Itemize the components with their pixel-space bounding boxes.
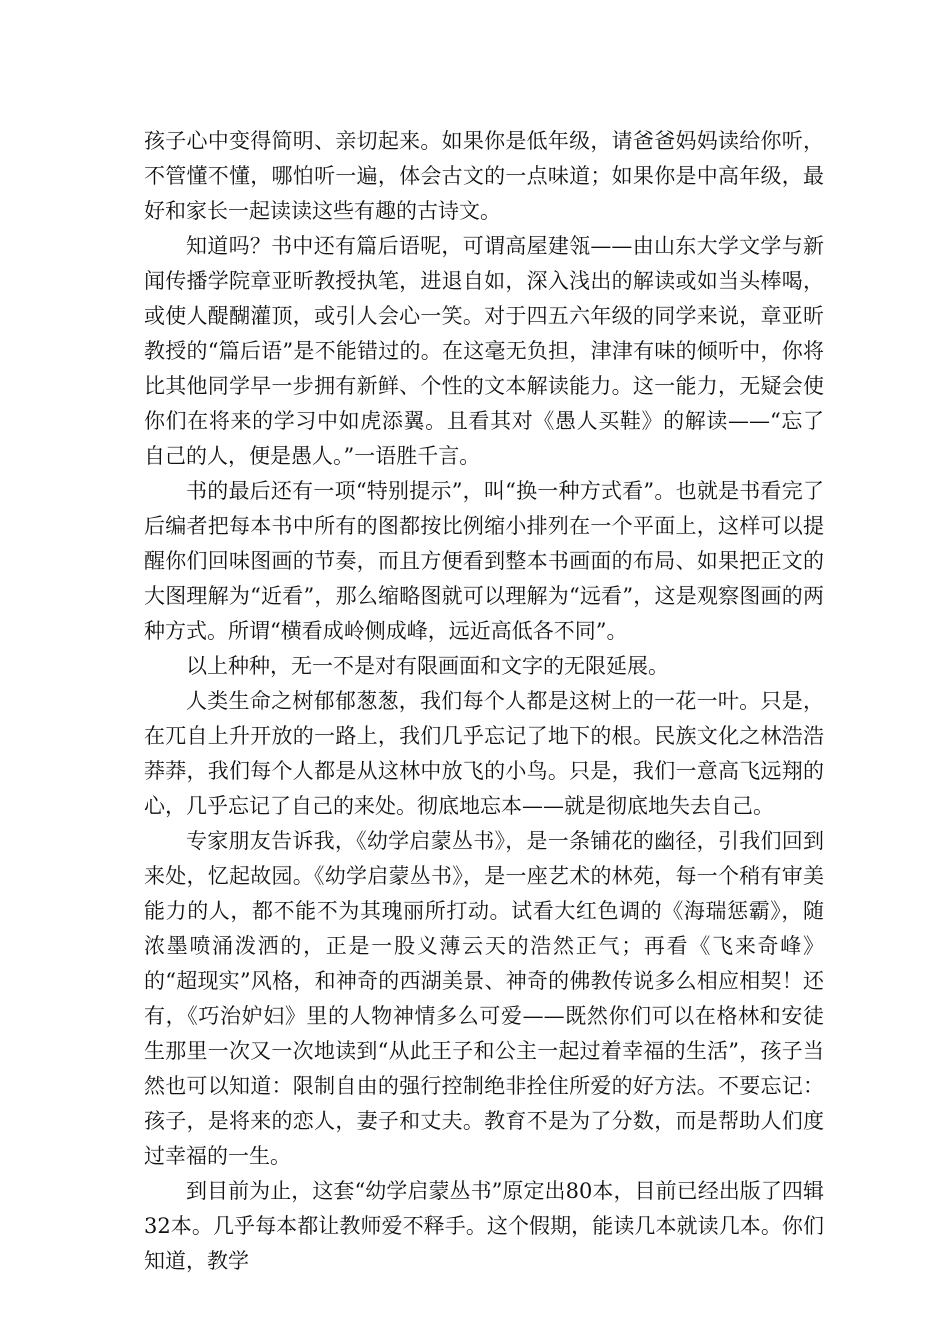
paragraph-1: 孩子心中变得简明、亲切起来。如果你是低年级，请爸爸妈妈读给你听，不管懂不懂，哪怕听一遍，体会古文的一点味道；如果你是中高年级，最好和家长一起读读这些有趣的古诗文。 bbox=[144, 129, 824, 223]
paragraph-3: 书的最后还有一项“特别提示”，叫“换一种方式看”。也就是书看完了后编者把每本书中所有的图都按比例缩小排列在一个平面上，这样可以提醒你们回味图画的节奏，而且方便看到整本书画面的布局、如果把正文的大图理解为“近看”，那么缩略图就可以理解为“远看”，这是观察图画的两种方式。所谓“横看成岭侧成峰，远近高低各不同”。 bbox=[144, 479, 824, 643]
paragraph-4: 以上种种，无一不是对有限画面和文字的无限延展。 bbox=[186, 654, 669, 678]
paragraph-2: 知道吗？书中还有篇后语呢，可谓高屋建瓴——由山东大学文学与新闻传播学院章亚昕教授执笔，进退自如，深入浅出的解读或如当头棒喝，或使人醍醐灌顶，或引人会心一笑。对于四五六年级的同学来说，章亚昕教授的“篇后语”是不能错过的。在这毫无负担，津津有味的倾听中，你将比其他同学早一步拥有新鲜、个性的文本解读能力。这一能力，无疑会使你们在将来的学习中如虎添翼。且看其对《愚人买鞋》的解读——“忘了自己的人，便是愚人。”一语胜千言。 bbox=[144, 234, 824, 468]
paragraph-5: 人类生命之树郁郁葱葱，我们每个人都是这树上的一花一叶。只是，在兀自上升开放的一路上，我们几乎忘记了地下的根。民族文化之林浩浩莽莽，我们每个人都是从这林中放飞的小鸟。只是，我们一意高飞远翔的心，几乎忘记了自己的来处。彻底地忘本——就是彻底地失去自己。 bbox=[144, 689, 824, 818]
document-page bbox=[144, 124, 824, 1279]
paragraph-6: 专家朋友告诉我，《幼学启蒙丛书》，是一条铺花的幽径，引我们回到来处，忆起故园。《幼学启蒙丛书》，是一座艺术的林苑，每一个稍有审美能力的人，都不能不为其瑰丽所打动。试看大红色调的《海瑞惩霸》，随浓墨喷涌泼洒的，正是一股义薄云天的浩然正气；再看《飞来奇峰》的“超现实”风格，和神奇的西湖美景、神奇的佛教传说多么相应相契！还有，《巧治妒妇》里的人物神情多么可爱——既然你们可以在格林和安徒生那里一次又一次地读到“从此王子和公主一起过着幸福的生活”，孩子当然也可以知道：限制自由的强行控制绝非拴住所爱的好方法。不要忘记：孩子，是将来的恋人，妻子和丈夫。教育不是为了分数，而是帮助人们度过幸福的一生。 bbox=[144, 829, 824, 1168]
paragraph-7: 到目前为止，这套“幼学启蒙丛书”原定出80本，目前已经出版了四辑32本。几乎每本都让教师爱不释手。这个假期，能读几本就读几本。你们知道，教学 bbox=[144, 1179, 824, 1273]
